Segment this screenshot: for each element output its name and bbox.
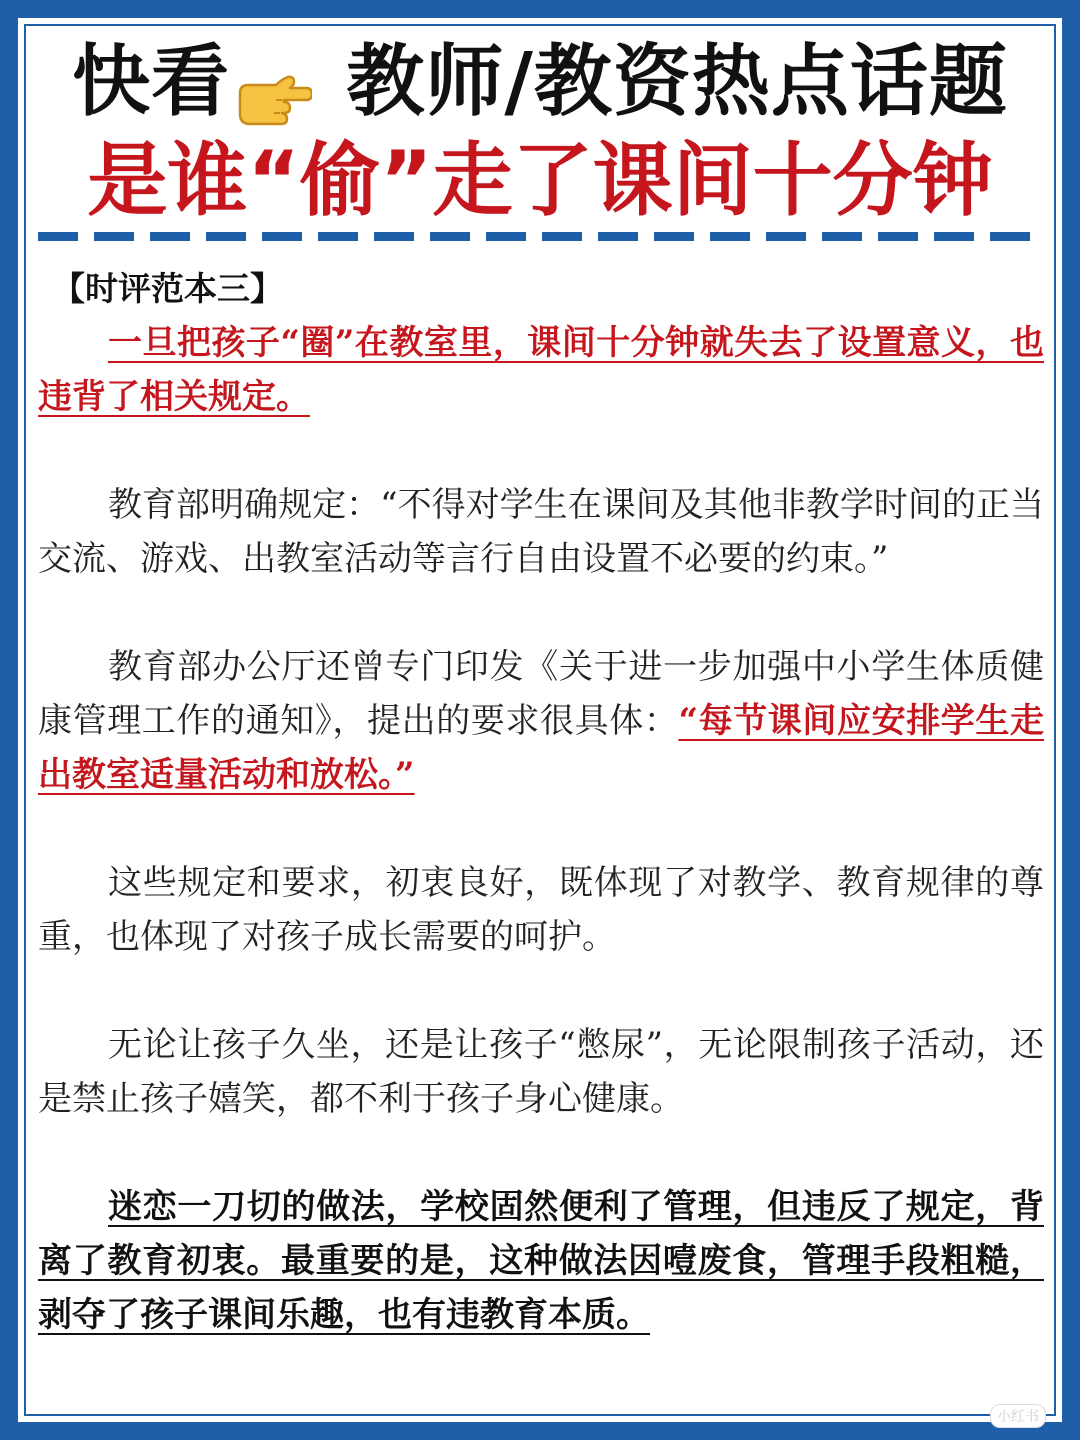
paragraph-5: 无论让孩子久坐，还是让孩子“憋尿”，无论限制孩子活动，还是禁止孩子嬉笑，都不利于孩子身心健康。 (38, 1025, 1044, 1119)
highlight-red-1: 一旦把孩子“圈”在教室里，课间十分钟就失去了设置意义，也违背了相关规定。 (38, 323, 1044, 417)
paragraph-3-text: 教育部办公厅还曾专门印发《关于进一步加强中小学生体质健康管理工作的通知》，提出的要求很具体： (38, 647, 1044, 741)
paragraph-gap (38, 964, 1044, 1018)
title-part-1: 快看 (72, 37, 231, 127)
paragraph-1 (38, 316, 1044, 424)
section-label: 【时评范本三】 (52, 269, 283, 308)
paragraph-3 (38, 640, 1044, 802)
paragraph-gap (38, 802, 1044, 856)
title-line-1 (0, 34, 1080, 130)
title-line-2: 是谁“偷”走了课间十分钟 (87, 134, 993, 227)
paragraph-4: 这些规定和要求，初衷良好，既体现了对教学、教育规律的尊重，也体现了对孩子成长需要的呵护。 (38, 863, 1044, 957)
paragraph-2: 教育部明确规定：“不得对学生在课间及其他非教学时间的正当交流、游戏、出教室活动等言行自由设置不必要的约束。” (38, 485, 1044, 579)
dashed-divider (38, 232, 1030, 241)
paragraph-gap (38, 424, 1044, 478)
highlight-black: 迷恋一刀切的做法，学校固然便利了管理，但违反了规定，背离了教育初衷。最重要的是，这种做法因噎废食，管理手段粗糙，剥夺了孩子课间乐趣，也有违教育本质。 (38, 1187, 1044, 1335)
paragraph-gap (38, 1126, 1044, 1180)
hand-pointing-right-icon (236, 57, 312, 117)
title-part-2: 教师/教资热点话题 (318, 37, 1008, 127)
watermark: 小红书 (990, 1404, 1046, 1428)
paragraph-6 (38, 1180, 1044, 1342)
highlight-red-2: “每节课间应安排学生走出教室适量活动和放松。” (38, 701, 1045, 795)
article-body (38, 262, 1044, 1342)
paragraph-gap (38, 586, 1044, 640)
